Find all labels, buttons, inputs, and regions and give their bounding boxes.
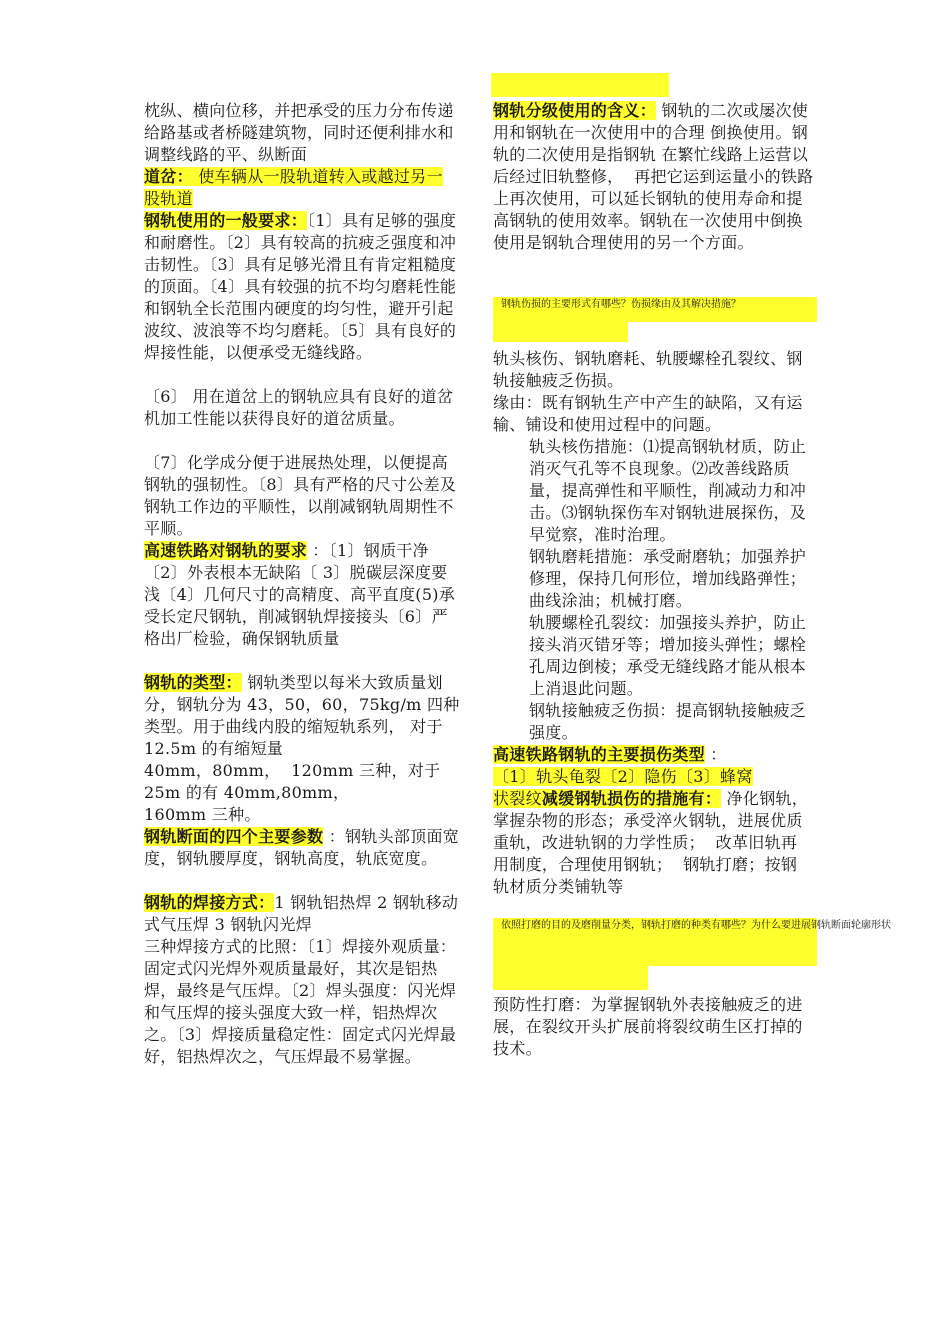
- question-2: 依照打磨的目的及磨削量分类，钢轨打磨的种类有哪些？为什么要进展钢轨断面轮廓形状: [501, 920, 891, 931]
- measure-head-cracks: 轨头核伤措施：⑴提高钢轨材质，防止消灭气孔等不良现象。⑵改善线路质量，提高弹性和平顺性，削减动力和冲击。⑶钢轨探伤车对钢轨进展探伤，及早觉察，准时治理。: [529, 437, 807, 544]
- question-2-box-tail: [493, 966, 648, 990]
- mitigation-heading: 减缓钢轨损伤的措施有：: [541, 789, 722, 808]
- preventive-grinding: 预防性打磨：为掌握钢轨外表接触疲乏的进展，在裂纹开头扩展前将裂纹萌生区打掉的技术。: [493, 995, 803, 1058]
- section-params-paragraph: [144, 826, 462, 870]
- section-params-text: ：钢轨头部顶面宽度，钢轨腰厚度，钢轨高度，轨底宽度。: [144, 827, 460, 868]
- mitigation-paragraph: [493, 788, 819, 898]
- rail-requirements-text: 〔1〕具有足够的强度和耐磨性。〔2〕具有较高的抗疲乏强度和冲击韧性。〔3〕具有足够光滑且有肯定粗糙度的顶面。〔4〕具有较强的抗不均匀磨耗性能和钢轨全长范围内硬度的均匀性，避开引起波纹、波浪等不均匀磨耗。〔5〕具有良好的焊接性能，以便承受无缝线路。: [144, 211, 457, 362]
- high-speed-requirements-heading: 高速铁路对钢轨的要求: [144, 541, 308, 560]
- high-speed-requirements-paragraph: [144, 540, 462, 650]
- highlight-bar: [491, 73, 669, 97]
- high-speed-damage-colon: ：: [704, 745, 727, 764]
- turnout-heading: 道岔：: [144, 167, 193, 186]
- rail-types-text-2: 40mm，80mm， 120mm 三种，对于 25m 的有 40mm,80mm，: [144, 761, 446, 802]
- intro-paragraph: 枕纵、横向位移，并把承受的压力分布传递给路基或者桥隧建筑物，同时还便利排水和调整线路的平、纵断面: [144, 101, 454, 164]
- high-speed-damage-heading: 高速铁路钢轨的主要损伤类型: [493, 745, 705, 764]
- turnout-text: 使车辆从一股轨道转入或越过另一股轨道: [144, 167, 443, 208]
- question-1-box-tail: [493, 322, 628, 342]
- high-speed-damage-items: 〔1〕轨头龟裂〔2〕隐伤〔3〕蜂窝: [493, 767, 753, 786]
- turnout-paragraph: [144, 166, 454, 210]
- section-params-heading: 钢轨断面的四个主要参数: [144, 827, 324, 846]
- requirement-6: 〔6〕 用在道岔上的钢轨应具有良好的道岔 机加工性能以获得良好的道岔质量。: [144, 387, 459, 428]
- graded-use-text: 钢轨的二次或屡次使用和钢轨在一次使用中的合理 倒换使用。钢轨的二次使用是指钢轨 在繁忙线路上运营以后经过旧轨整修， 再把它运到运量小的铁路上再次使用，可以延长钢轨的使用寿命和提高钢轨的使用效率。钢轨在一次使用中倒换使用是钢轨合理使用的另一个方面。: [493, 101, 814, 252]
- mitigation-text: 净化钢轨， 掌握杂物的形态；承受淬火钢轨，进展优质重轨，改进轨钢的力学性质； 改革旧轨再用制度，合理使用钢轨； 钢轨打磨；按钢轨材质分类铺轨等: [493, 789, 819, 896]
- welding-methods-text: 1 钢轨铝热焊 2 钢轨移动式气压焊 3 钢轨闪光焊: [144, 893, 459, 934]
- rail-requirements-heading: 钢轨使用的一般要求：: [144, 211, 308, 230]
- requirement-7: 〔7〕化学成分便于进展热处理，以便提高钢轨的强韧性。〔8〕具有严格的尺寸公差及钢轨工作边的平顺性，以削减钢轨周期性不平顺。: [144, 453, 457, 538]
- high-speed-damage-list: [493, 766, 821, 788]
- damage-types: 轨头核伤、钢轨磨耗、轨腰螺栓孔裂纹、钢轨接触疲乏伤损。: [493, 349, 803, 390]
- rail-types-heading: 钢轨的类型：: [144, 673, 242, 692]
- graded-use-heading: 钢轨分级使用的含义：: [493, 101, 657, 120]
- measure-bolt-hole: 轨腰螺栓孔裂纹：加强接头养护，防止接头消灭错牙等；增加接头弹性；螺栓孔周边倒棱；承受无缝线路才能从根本上消退此问题。: [529, 613, 807, 698]
- graded-use-paragraph: [493, 100, 818, 254]
- high-speed-damage-paragraph: [493, 744, 821, 766]
- welding-comparison: 三种焊接方式的比照：〔1〕焊接外观质量：固定式闪光焊外观质量最好，其次是铝热焊，最终是气压焊。〔2〕焊头强度：闪光焊和气压焊的接头强度大致一样，铝热焊次之。〔3〕焊接质量稳定性：固定式闪光焊最好，铝热焊次之，气压焊最不易掌握。: [144, 937, 457, 1066]
- welding-methods-paragraph: [144, 892, 462, 936]
- welding-methods-heading: 钢轨的焊接方式：: [144, 893, 275, 912]
- high-speed-requirements-text: ：〔1〕钢质干净〔2〕外表根本无缺陷〔 3〕脱碳层深度要浅〔4〕几何尺寸的高精度、高平直度(5)承受长定尺钢轨，削减钢轨焊接接头〔6〕严格出厂检验，确保钢轨质量: [144, 541, 456, 648]
- question-1: 钢轨伤损的主要形式有哪些？伤损缘由及其解决措施？: [501, 299, 741, 310]
- damage-causes: 缘由：既有钢轨生产中产生的缺陷，又有运输、铺设和使用过程中的问题。: [493, 393, 803, 434]
- measure-fatigue: 钢轨接触疲乏伤损：提高钢轨接触疲乏强度。: [529, 701, 807, 742]
- rail-requirements-paragraph: [144, 210, 462, 364]
- high-speed-damage-items-2: 状裂纹: [493, 789, 542, 808]
- measure-wear: 钢轨磨耗措施：承受耐磨轨；加强养护修理，保持几何形位，增加线路弹性；曲线涂油；机械打磨。: [529, 547, 807, 610]
- rail-types-paragraph: [144, 672, 472, 760]
- rail-types-text: 钢轨类型以每米大致质量划分，钢轨分为 43，50，60，75kg/m 四种类型。用于曲线内股的缩短轨系列， 对于 12.5m 的有缩短量: [144, 673, 460, 758]
- rail-types-text-3: 160mm 三种。: [144, 805, 261, 824]
